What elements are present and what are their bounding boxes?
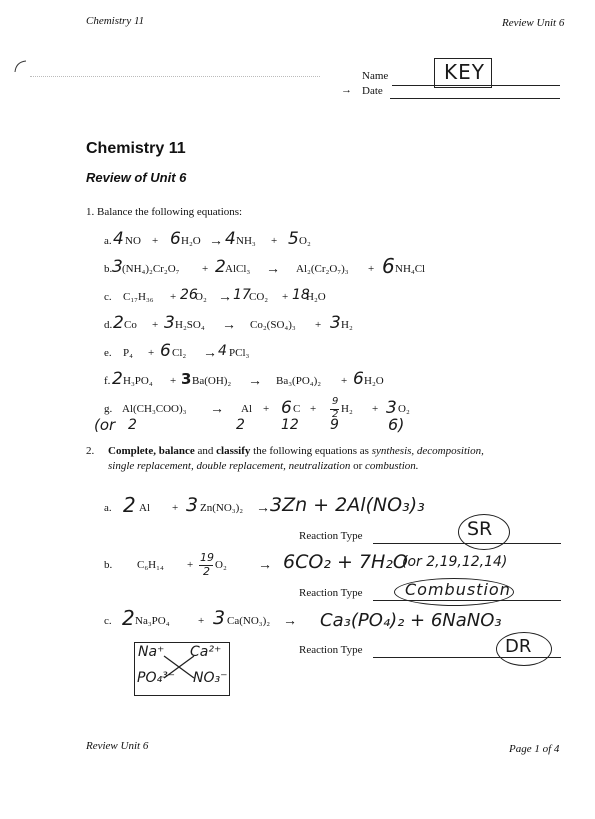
q1g-letter: g. [104,403,113,415]
q2b-letter: b. [104,559,113,571]
q2a-term-1: Al [139,502,150,514]
q2b-answer: 6CO₂ + 7H₂O [283,551,408,573]
q2c-coef-2: 3 [213,607,226,629]
q1e-arrow: → [203,346,217,361]
q1d-arrow: → [222,318,236,333]
footer-left: Review Unit 6 [86,740,149,752]
q1b-op-1: + [202,263,209,275]
q2-prompt-line1 [108,445,484,457]
q1g-alt-v5: 6) [388,415,405,434]
date-underline[interactable] [390,98,560,99]
q1g-coef-4-num: 9 [332,396,339,407]
q2b-arrow: → [258,558,272,573]
q2b-answer-alt: (or 2,19,12,14) [402,554,508,570]
q2-types-2: single replacement, double replacement, neutralization [108,460,351,472]
q2-word-and: and [197,445,214,457]
q1g-alt-v1: 2 [128,417,137,433]
q1f-term-3: Ba₃(PO₄)₂ [276,375,322,387]
q1c-coef-4: 18 [292,287,310,303]
q1b-term-4: NH₄Cl [395,263,426,275]
q2c-letter: c. [104,615,112,627]
ion-top-right: Ca²⁺ [190,644,222,660]
q1b-coef-2: 2 [215,257,226,277]
q1c-term-1: C₁₇H₃₆ [123,291,154,303]
q2-word-balance: balance [158,445,195,457]
q1g-term-5: O₂ [398,403,410,415]
q1d-term-1: Co [124,319,137,331]
q1b-coef-4: 6 [382,254,395,278]
q1a-letter: a. [104,235,112,247]
q1d-coef-1: 2 [113,313,124,333]
q1d-coef-2: 3 [164,313,175,333]
q2-or: or [353,460,363,472]
footer-right: Page 1 of 4 [509,743,560,755]
page-subtitle: Review of Unit 6 [86,170,187,185]
q1d-coef-4: 3 [330,313,341,333]
name-value: KEY [444,60,485,84]
q1f-coef-2: 3 [181,370,192,388]
q2a-answer: 3Zn + 2Al(NO₃)₃ [270,494,425,516]
q1c-coef-3: 17 [233,287,251,303]
q1c-op-1: + [170,291,177,303]
q1g-coef-5: 3 [386,398,397,418]
q1g-op-3: + [372,403,379,415]
q2a-op-1: + [172,502,179,514]
q1g-term-1: Al(CH₃COO)₃ [122,403,187,415]
q1f-coef-1: 2 [112,369,123,389]
q2a-coef-1: 2 [123,493,136,517]
q1d-op-1: + [152,319,159,331]
q1g-coef-4-den: 2 [332,409,339,420]
q1f-term-1: H₃PO₄ [123,375,153,387]
q2c-arrow: → [283,614,297,629]
q2c-op-1: + [198,615,205,627]
q1b-term-1: (NH₄)₂Cr₂O₇ [122,263,180,275]
q1e-term-3: PCl₃ [229,347,250,359]
q2a-arrow: → [256,501,270,516]
ion-bottom-right: NO₃⁻ [193,670,228,686]
q2c-type: DR [505,636,532,657]
q2c-coef-1: 2 [122,606,135,630]
q2b-type: Combustion [405,580,511,599]
q1a-op-1: + [152,235,159,247]
q1b-term-3: Al₂(Cr₂O₇)₃ [296,263,349,275]
q2b-coef-2-num: 19 [200,551,214,564]
q2-prompt-line2 [108,460,419,472]
q1b-op-2: + [368,263,375,275]
q1f-op-1: + [170,375,177,387]
q2-word-rest: the following equations as [253,445,369,457]
q1f-arrow: → [248,374,262,389]
q1e-coef-3: 4 [218,343,227,359]
q1g-alt-v4: 9 [330,417,339,433]
q1b-arrow: → [266,262,280,277]
q1a-coef-2: 6 [170,229,181,249]
name-label: Name [362,70,389,82]
q1a-term-4: O₂ [299,235,311,247]
q1f-term-2: Ba(OH)₂ [192,375,232,387]
q1g-alt-open: (or [94,416,116,434]
q1a-arrow: → [209,234,223,249]
q1a-term-3: NH₃ [236,235,256,247]
q2c-term-1: Na₃PO₄ [135,615,170,627]
q2b-term-1: C₆H₁₄ [137,559,164,571]
scan-artifact-mark [12,58,32,74]
q1c-op-2: + [282,291,289,303]
q1c-term-4: H₂O [306,291,326,303]
q1a-coef-4: 5 [288,229,299,249]
q2-number: 2. [86,445,95,457]
q1d-term-2: H₂SO₄ [175,319,205,331]
q1e-term-2: Cl₂ [172,347,187,359]
q2b-op-1: + [187,559,194,571]
q1g-term-2: Al [241,403,252,415]
q2b-term-2: O₂ [215,559,227,571]
q2a-type: SR [467,518,493,540]
q1a-coef-1: 4 [113,229,124,249]
q1c-letter: c. [104,291,112,303]
q2c-reaction-type-label: Reaction Type [299,644,363,656]
date-arrow: → [341,84,352,96]
q2c-term-2: Ca(NO₃)₂ [227,615,271,627]
q2b-reaction-type-label: Reaction Type [299,587,363,599]
q2-word-complete: Complete, [108,445,156,457]
header-right: Review Unit 6 [502,17,565,29]
q2a-reaction-type-label: Reaction Type [299,530,363,542]
header-left: Chemistry 11 [86,15,145,27]
q1g-op-2: + [310,403,317,415]
q1c-coef-2: 26 [180,287,198,303]
q1g-alt-v3: 12 [281,417,299,433]
q1f-coef-4: 6 [353,369,364,389]
q2c-answer: Ca₃(PO₄)₂ + 6NaNO₃ [320,610,502,631]
q1c-term-2: O₂ [195,291,207,303]
q1g-alt-v2: 2 [236,417,245,433]
q1e-op-1: + [148,347,155,359]
q1c-arrow: → [218,290,232,305]
q1b-term-2: AlCl₃ [225,263,251,275]
q1g-arrow: → [210,402,224,417]
q1e-term-1: P₄ [123,347,133,359]
page-title: Chemistry 11 [86,140,186,157]
q2a-letter: a. [104,502,112,514]
q1a-op-2: + [271,235,278,247]
q1-prompt: 1. Balance the following equations: [86,206,243,218]
q1e-coef-2: 6 [160,341,171,361]
date-label: Date [362,85,383,97]
q1d-term-4: H₂ [341,319,353,331]
q1f-term-4: H₂O [364,375,384,387]
q1d-op-2: + [315,319,322,331]
q1g-term-4: H₂ [341,403,353,415]
q1g-term-3: C [293,403,301,415]
q2a-coef-2: 3 [186,494,199,516]
ion-top-left: Na⁺ [138,644,165,660]
q1c-term-3: CO₂ [249,291,269,303]
q1d-letter: d. [104,319,113,331]
q1f-op-2: + [341,375,348,387]
scan-artifact-line [30,76,320,77]
ion-bottom-left: PO₄³⁻ [137,670,176,686]
q1g-op-1: + [263,403,270,415]
q1e-letter: e. [104,347,112,359]
q1d-term-3: Co₂(SO₄)₃ [250,319,296,331]
q1a-coef-3: 4 [225,229,236,249]
q1b-letter: b. [104,263,113,275]
q1g-coef-3: 6 [281,398,292,418]
q2a-term-2: Zn(NO₃)₂ [200,502,244,514]
q1b-coef-1: 3 [112,257,123,277]
q1f-letter: f. [104,375,111,387]
q1a-term-2: H₂O [181,235,201,247]
q2-word-classify: classify [216,445,251,457]
q1a-term-1: NO [125,235,141,247]
q2-types-3: combustion. [365,460,419,472]
q2-types-1: synthesis, decomposition, [371,445,484,457]
q2b-coef-2-den: 2 [203,565,210,578]
